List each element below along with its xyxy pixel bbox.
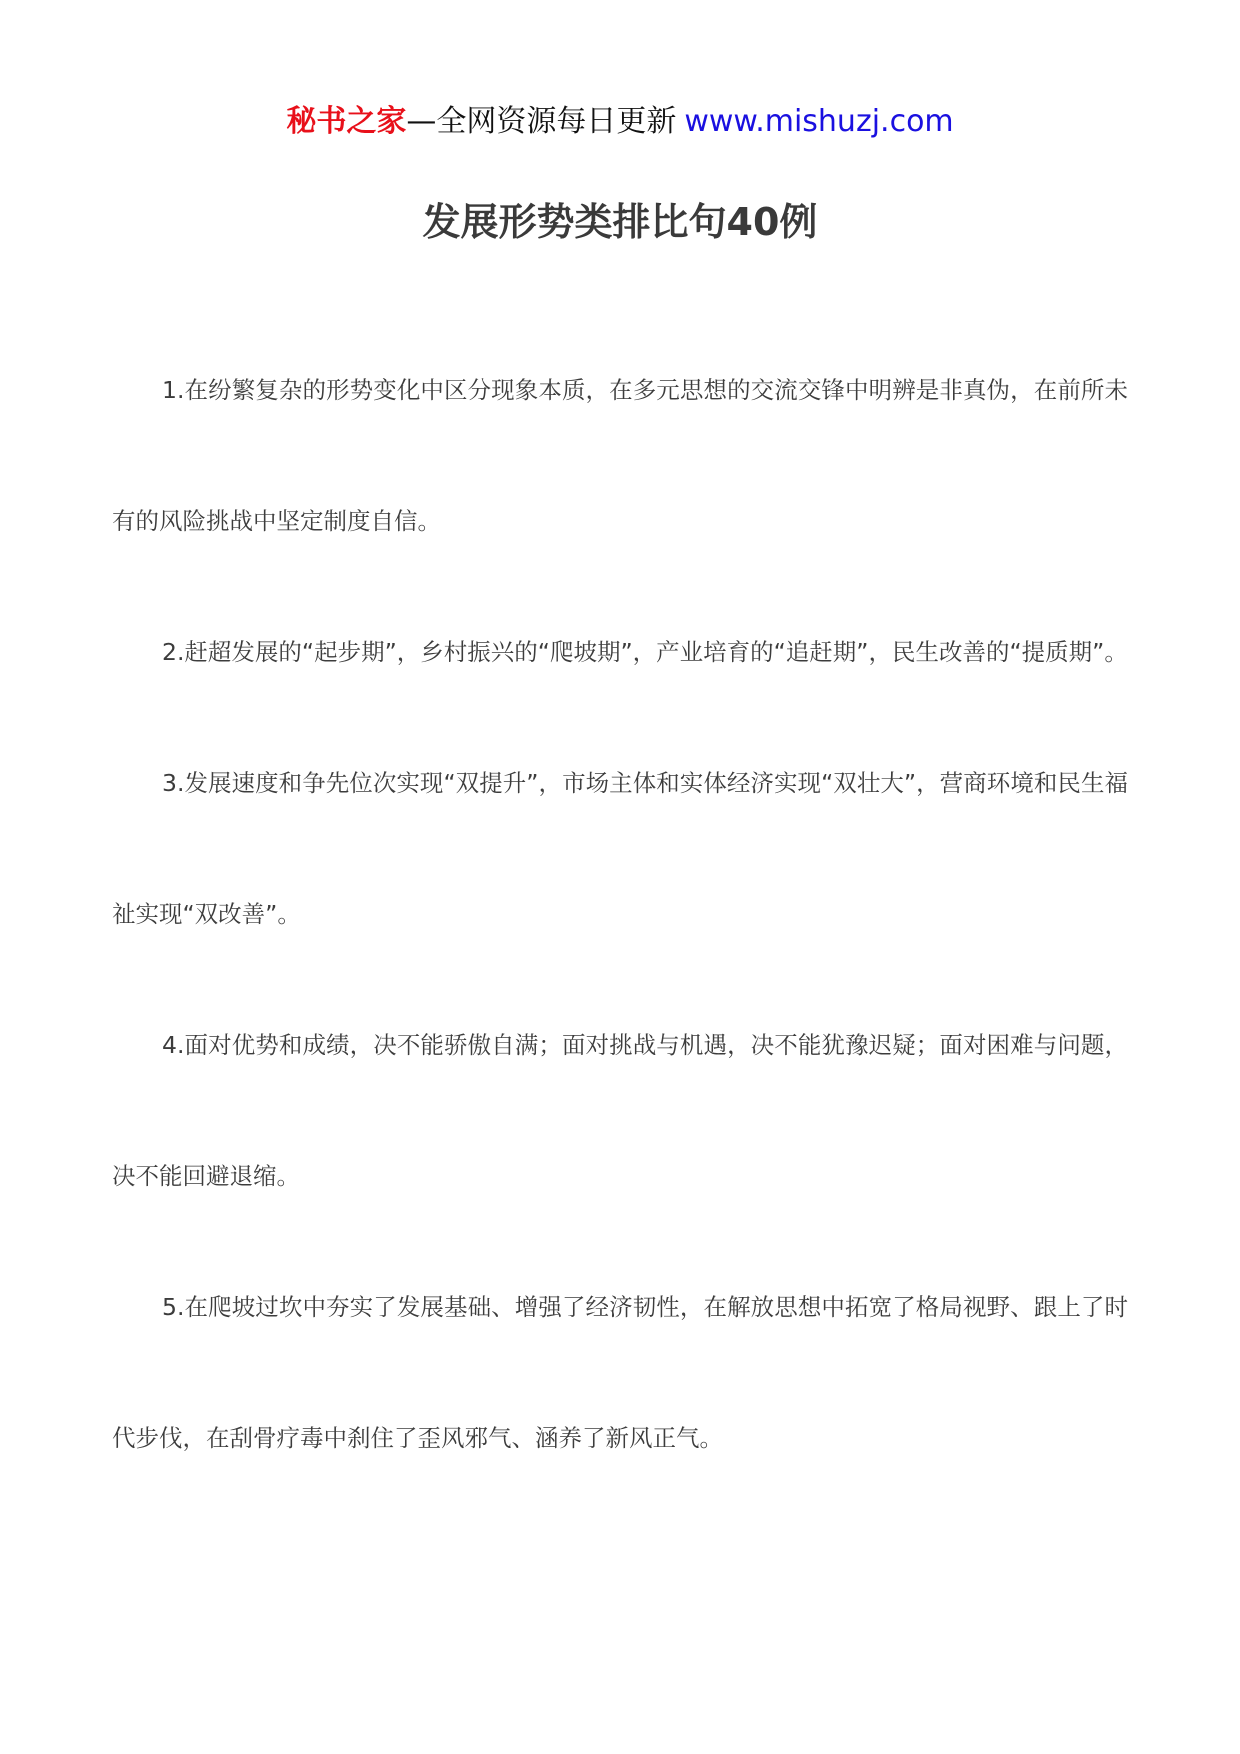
site-name: 秘书之家 <box>286 104 407 139</box>
paragraph-4: 4.面对优势和成绩，决不能骄傲自满；面对挑战与机遇，决不能犹豫迟疑；面对困难与问题，决不能回避退缩。 <box>112 1031 1128 1190</box>
paragraph-3: 3.发展速度和争先位次实现“双提升”，市场主体和实体经济实现“双壮大”，营商环境和民生福祉实现“双改善”。 <box>112 769 1128 928</box>
paragraph-2: 2.赶超发展的“起步期”，乡村振兴的“爬坡期”，产业培育的“追赶期”，民生改善的“提质期”。 <box>162 638 1128 666</box>
site-tagline: —全网资源每日更新 <box>406 104 677 139</box>
document-body <box>112 325 1128 1504</box>
site-url-link[interactable]: www.mishuzj.com <box>684 104 954 139</box>
paragraph-1: 1.在纷繁复杂的形势变化中区分现象本质，在多元思想的交流交锋中明辨是非真伪，在前所未有的风险挑战中坚定制度自信。 <box>112 376 1128 535</box>
paragraph-5: 5.在爬坡过坎中夯实了发展基础、增强了经济韧性，在解放思想中拓宽了格局视野、跟上了时代步伐，在刮骨疗毒中刹住了歪风邪气、涵养了新风正气。 <box>112 1293 1128 1452</box>
site-header <box>0 102 1240 142</box>
document-title: 发展形势类排比句40例 <box>422 200 818 244</box>
